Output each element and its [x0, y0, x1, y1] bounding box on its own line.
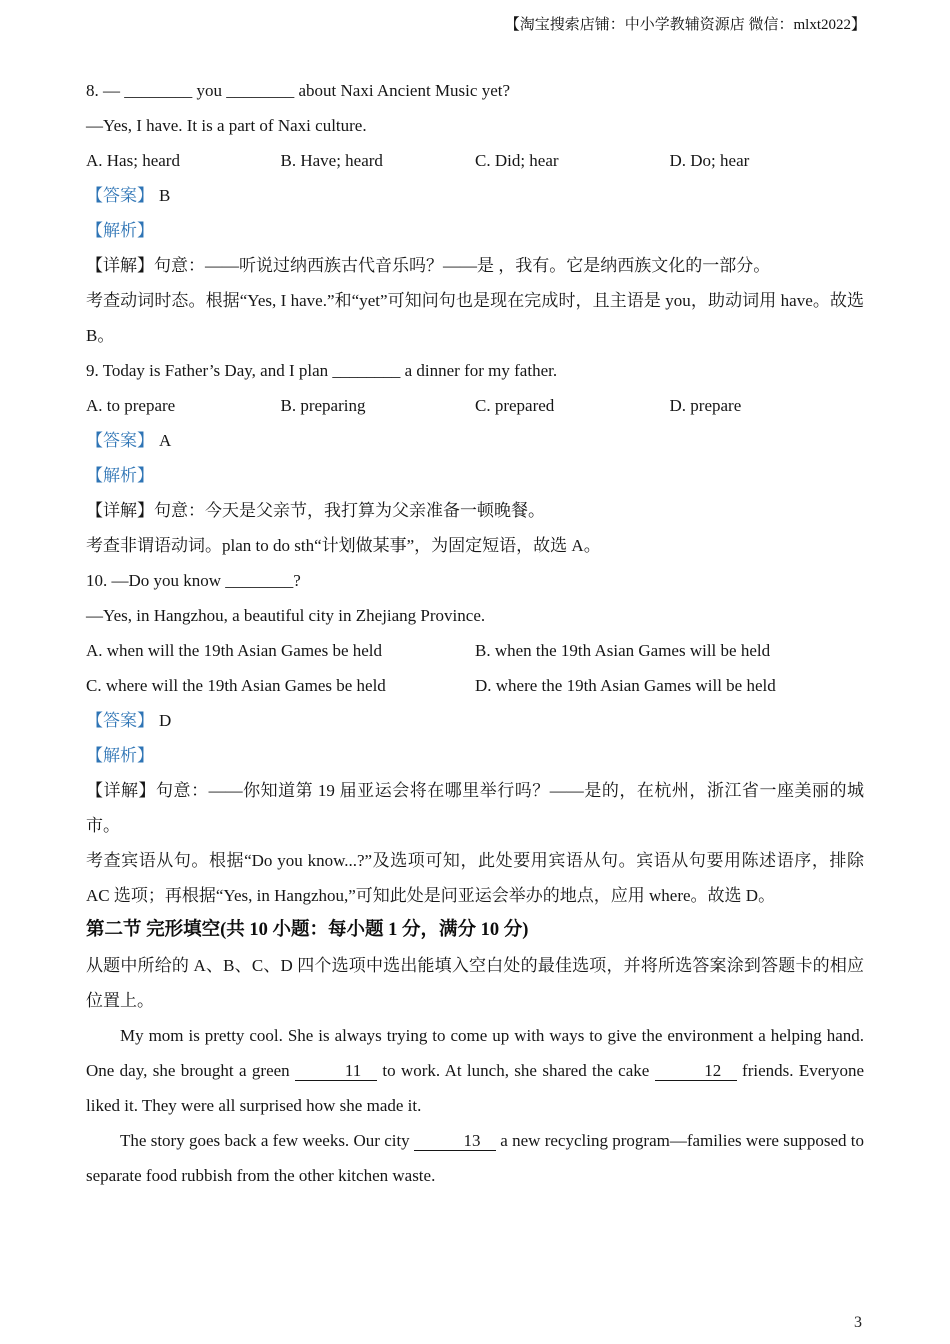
- cloze-blank-13: 13: [414, 1131, 496, 1151]
- analysis-label: 【解析】: [86, 221, 154, 240]
- question-8-answer-value: B: [159, 186, 171, 205]
- answer-label: 【答案】: [86, 186, 154, 205]
- question-10-option-a: A. when will the 19th Asian Games be held: [86, 641, 383, 660]
- cloze-passage-paragraph-2: The story goes back a few weeks. Our city 13 a new recycling program—families were supposed to separate food rubbish from the other kitchen waste.: [86, 1131, 864, 1185]
- question-8-explanation: 考查动词时态。根据“Yes, I have.”和“yet”可知问句也是现在完成时，且主语是 you，助动词用 have。故选 B。: [86, 291, 864, 345]
- question-9-options: [86, 388, 864, 423]
- question-10-stem: 10. —Do you know ________?: [86, 571, 301, 590]
- question-9-option-c: C. prepared: [475, 396, 555, 415]
- question-10-options-row-1: [86, 633, 864, 668]
- question-8-option-c: C. Did; hear: [475, 151, 559, 170]
- question-8-option-d: D. Do; hear: [669, 151, 750, 170]
- doc-header-watermark: 【淘宝搜索店铺：中小学教辅资源店 微信：mlxt2022】: [504, 17, 866, 33]
- analysis-label: 【解析】: [86, 466, 154, 485]
- page-number: 3: [854, 1314, 862, 1331]
- question-8-detail: 【详解】句意：——听说过纳西族古代音乐吗？——是 ，我有。它是纳西族文化的一部分。: [86, 256, 771, 275]
- question-8-stem: 8. — ________ you ________ about Naxi Ancient Music yet?: [86, 81, 511, 100]
- question-9-option-b: B. preparing: [280, 396, 366, 415]
- question-9-option-a: A. to prepare: [86, 396, 176, 415]
- question-10-explanation: 考查宾语从句。根据“Do you know...?”及选项可知，此处要用宾语从句。宾语从句要用陈述语序，排除 AC 选项；再根据“Yes, in Hangzhou,”可知此处是问亚运会举办的地点，应用 where。故选 D。: [86, 851, 864, 905]
- question-8-answer-line: [86, 178, 864, 213]
- question-10-answer-line: [86, 703, 864, 738]
- question-8-options: [86, 143, 864, 178]
- cloze-section: [86, 913, 864, 1193]
- question-10-option-c: C. where will the 19th Asian Games be held: [86, 676, 386, 695]
- question-9-answer-line: [86, 423, 864, 458]
- question-8-option-a: A. Has; heard: [86, 151, 180, 170]
- section-heading: 第二节 完形填空(共 10 小题：每小题 1 分，满分 10 分): [86, 920, 529, 940]
- answer-label: 【答案】: [86, 431, 154, 450]
- question-8-analysis-line: [86, 213, 864, 248]
- question-9-answer-value: A: [159, 431, 172, 450]
- question-10-option-d: D. where the 19th Asian Games will be held: [475, 676, 776, 695]
- question-8-option-b: B. Have; heard: [280, 151, 383, 170]
- question-9-analysis-line: [86, 458, 864, 493]
- question-8: [86, 73, 864, 353]
- question-8-reply: —Yes, I have. It is a part of Naxi culture.: [86, 116, 367, 135]
- question-10-answer-value: D: [159, 711, 172, 730]
- question-10-analysis-line: [86, 738, 864, 773]
- cloze-passage-paragraph-1: My mom is pretty cool. She is always trying to come up with ways to give the environment a helping hand. One day, she brought a green 11 to work. At lunch, she shared the cake 12 friends. Everyone liked it. They were all surprised how she made it.: [86, 1026, 864, 1115]
- question-10-reply: —Yes, in Hangzhou, a beautiful city in Zhejiang Province.: [86, 606, 486, 625]
- question-9-detail: 【详解】句意：今天是父亲节，我打算为父亲准备一顿晚餐。: [86, 501, 545, 520]
- page-content: [86, 73, 864, 1193]
- question-10-detail: 【详解】句意：——你知道第 19 届亚运会将在哪里举行吗？——是的，在杭州，浙江省一座美丽的城市。: [86, 781, 864, 835]
- answer-label: 【答案】: [86, 711, 154, 730]
- question-10: [86, 563, 864, 913]
- cloze-blank-12: 12: [655, 1061, 737, 1081]
- question-9-explanation: 考查非谓语动词。plan to do sth“计划做某事”，为固定短语，故选 A。: [86, 536, 601, 555]
- analysis-label: 【解析】: [86, 746, 154, 765]
- question-9-option-d: D. prepare: [669, 396, 742, 415]
- section-instructions: 从题中所给的 A、B、C、D 四个选项中选出能填入空白处的最佳选项，并将所选答案涂到答题卡的相应位置上。: [86, 956, 864, 1010]
- question-9-stem: 9. Today is Father’s Day, and I plan ________ a dinner for my father.: [86, 361, 558, 380]
- cloze-blank-11: 11: [295, 1061, 377, 1081]
- question-10-option-b: B. when the 19th Asian Games will be held: [475, 641, 771, 660]
- question-9: [86, 353, 864, 563]
- question-10-options-row-2: [86, 668, 864, 703]
